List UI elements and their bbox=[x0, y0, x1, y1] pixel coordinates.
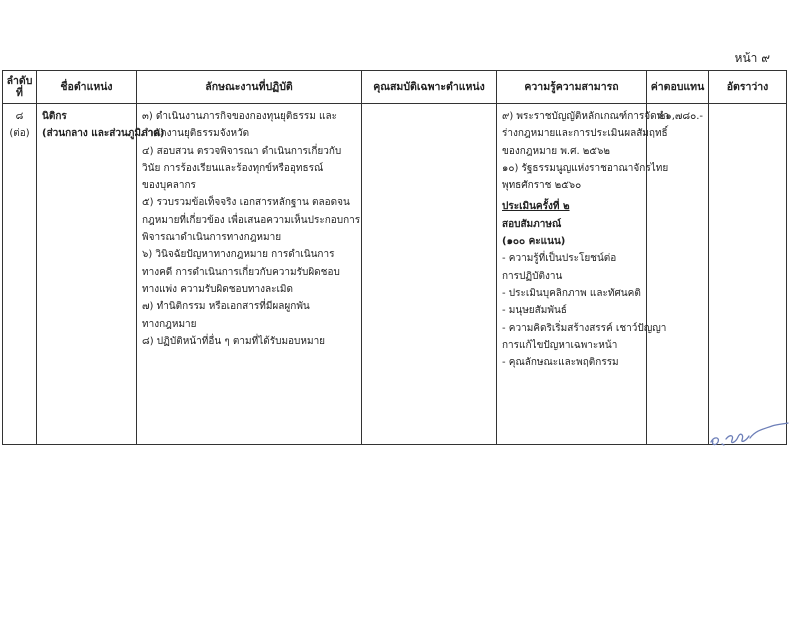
duty-line: ๘) ปฏิบัติหน้าที่อื่น ๆ ตามที่ได้รับมอบหมาย bbox=[142, 335, 326, 347]
criteria-line: - ความคิดริเริ่มสร้างสรรค์ เชาว์ปัญญา bbox=[502, 322, 667, 334]
criteria-line: - ความรู้ที่เป็นประโยชน์ต่อ bbox=[502, 253, 617, 265]
header-qualifications: คุณสมบัติเฉพาะตำแหน่ง bbox=[362, 71, 497, 104]
duty-line: ๓) ดำเนินงานภารกิจของกองทุนยุติธรรม และ bbox=[142, 111, 337, 122]
criteria-line: การแก้ไขปัญหาเฉพาะหน้า bbox=[502, 339, 618, 351]
table-header-row bbox=[3, 71, 787, 104]
duty-line: ๗) ทำนิติกรรม หรือเอกสารที่มีผลผูกพัน bbox=[142, 301, 310, 313]
interview-heading: สอบสัมภาษณ์ bbox=[502, 218, 562, 230]
law-line: ร่างกฎหมายและการประเมินผลสัมฤทธิ์ bbox=[502, 128, 668, 140]
criteria-line: - ประเมินบุคลิกภาพ และทัศนคติ bbox=[502, 287, 641, 299]
position-cell bbox=[37, 104, 165, 445]
law-line: ของกฎหมาย พ.ศ. ๒๕๖๒ bbox=[502, 145, 610, 157]
law-line: ๑๐) รัฐธรรมนูญแห่งราชอาณาจักรไทย bbox=[502, 162, 669, 174]
header-vacancies: อัตราว่าง bbox=[709, 71, 787, 104]
duty-line: สำนักงานยุติธรรมจังหวัด bbox=[142, 128, 250, 140]
criteria-line: - คุณลักษณะและพฤติกรรม bbox=[502, 357, 619, 369]
position-title: นิติกร bbox=[42, 111, 67, 122]
duty-line: วินัย การร้องเรียนและร้องทุกข์หรืออุทธรณ์ bbox=[142, 162, 324, 174]
pay-cell: ๒๑,๗๘๐.- bbox=[647, 104, 709, 445]
header-pay: ค่าตอบแทน bbox=[647, 71, 709, 104]
law-line: พุทธศักราช ๒๕๖๐ bbox=[502, 180, 582, 192]
duty-line: กฎหมายที่เกี่ยวข้อง เพื่อเสนอความเห็นประกอบการ bbox=[142, 214, 361, 226]
vacancies-cell bbox=[709, 104, 787, 445]
interview-points: (๑๐๐ คะแนน) bbox=[502, 236, 566, 248]
header-no: ลำดับที่ bbox=[3, 71, 37, 104]
duties-cell bbox=[137, 104, 362, 445]
criteria-line: - มนุษยสัมพันธ์ bbox=[502, 305, 567, 317]
header-knowledge: ความรู้ความสามารถ bbox=[497, 71, 647, 104]
position-unit: (ส่วนกลาง และส่วนภูมิภาค) bbox=[42, 128, 165, 140]
duty-line: ๔) สอบสวน ตรวจพิจารณา ดำเนินการเกี่ยวกับ bbox=[142, 145, 342, 157]
duty-line: ทางแพ่ง ความรับผิดชอบทางละเมิด bbox=[142, 283, 294, 295]
header-position: ชื่อตำแหน่ง bbox=[37, 71, 137, 104]
header-duties: ลักษณะงานที่ปฏิบัติ bbox=[137, 71, 362, 104]
law-line: ๙) พระราชบัญญัติหลักเกณฑ์การจัดทำ bbox=[502, 111, 669, 122]
row-number-cell bbox=[3, 104, 37, 445]
duty-line: ๖) วินิจฉัยปัญหาทางกฎหมาย การดำเนินการ bbox=[142, 249, 335, 261]
row-continued: (ต่อ) bbox=[9, 128, 30, 140]
row-number: ๘ bbox=[15, 111, 24, 122]
position-table bbox=[2, 70, 787, 445]
criteria-line: การปฏิบัติงาน bbox=[502, 270, 563, 282]
knowledge-cell bbox=[497, 104, 669, 445]
page-number: หน้า ๙ bbox=[734, 51, 770, 65]
handwritten-signature bbox=[708, 420, 790, 450]
duty-line: ๕) รวบรวมข้อเท็จจริง เอกสารหลักฐาน ตลอดจน bbox=[142, 197, 350, 209]
table-row bbox=[3, 104, 787, 445]
duty-line: ทางคดี การดำเนินการเกี่ยวกับความรับผิดชอบ bbox=[142, 266, 340, 278]
duty-line: ของบุคลากร bbox=[142, 180, 196, 192]
duty-line: พิจารณาดำเนินการทางกฎหมาย bbox=[142, 232, 282, 244]
assessment-heading: ประเมินครั้งที่ ๒ bbox=[502, 201, 570, 213]
qualifications-cell bbox=[362, 104, 497, 445]
duty-line: ทางกฎหมาย bbox=[142, 318, 197, 330]
